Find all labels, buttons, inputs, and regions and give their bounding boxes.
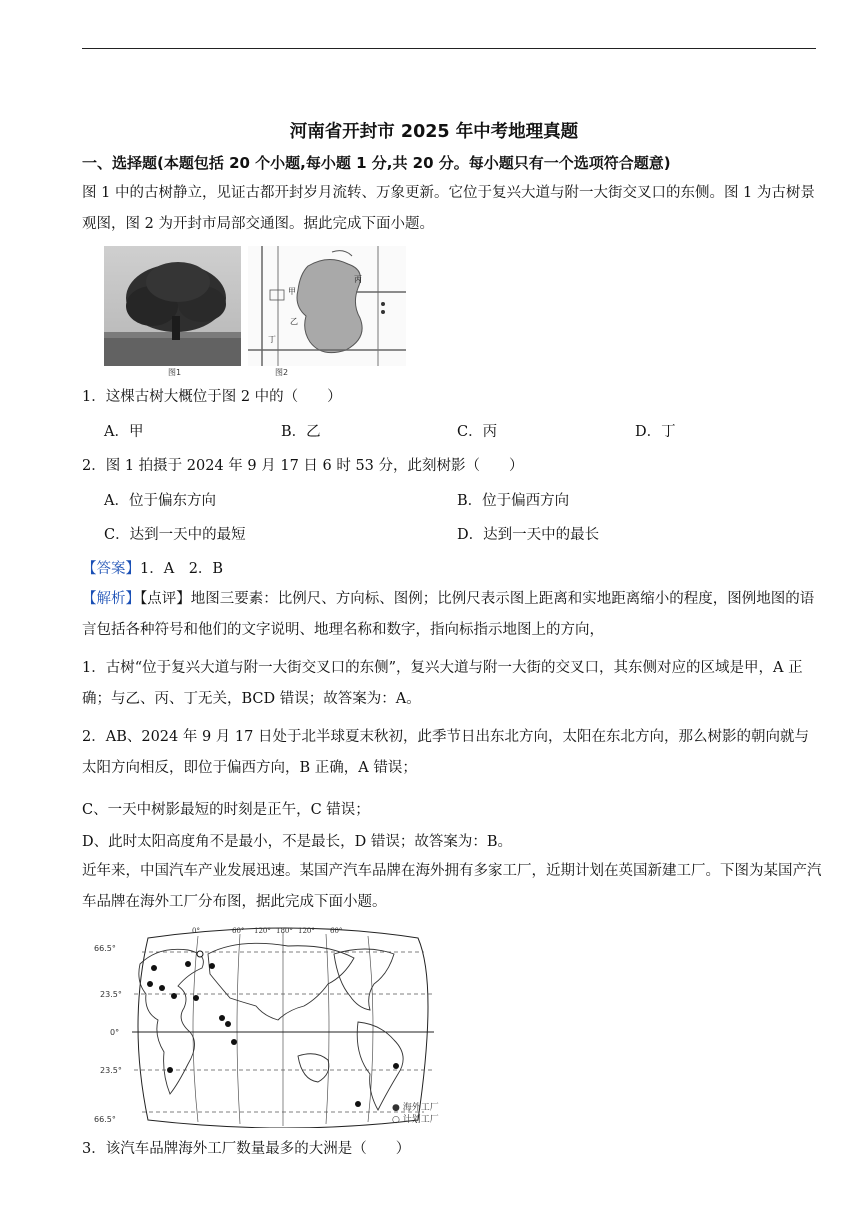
explanation-3: C、一天中树影最短的时刻是正午，C 错误； [82,802,370,818]
lat-label: 23.5° [100,1066,122,1075]
lon-label: 180° [276,927,293,935]
question-2-option-d[interactable]: D．达到一天中的最长 [457,527,600,543]
legend-existing-label: 海外工厂 [402,1103,439,1113]
question-2-option-b[interactable]: B．位于偏西方向 [457,493,570,509]
lat-label: 66.5° [94,944,116,953]
legend-existing-factory: ● 海外工厂 [392,1103,439,1113]
intro-paragraph-2: 近年来，中国汽车产业发展迅速。某国产汽车品牌在海外拥有多家工厂，近期计划在英国新建工厂。下图为某国产汽车品牌在海外工厂分布图，据此完成下面小题。 [82,863,822,910]
analysis-tag: 【解析】 [82,591,140,607]
question-2-option-c[interactable]: C．达到一天中的最短 [104,527,246,543]
place-label-bing: 丙 [354,275,362,284]
answer-line [82,557,223,578]
explanation-4: D、此时太阳高度角不是最小，不是最长，D 错误；故答案为：B。 [82,834,513,850]
lat-label: 66.5° [94,1115,116,1124]
place-label-yi: 乙 [290,317,298,326]
explanation-2: 2．AB、2024 年 9 月 17 日处于北半球夏末秋初，此季节日出东北方向，太阳在东北方向，那么树影的朝向就与太阳方向相反，即位于偏西方向，B 正确，A 错误； [82,729,809,776]
question-3-stem: 3．该汽车品牌海外工厂数量最多的大洲是（ ） [82,1141,411,1157]
figure-2-traffic-map [248,246,406,366]
question-2-option-a[interactable]: A．位于偏东方向 [104,493,216,509]
lon-label: 0° [192,927,200,935]
lon-label: 120° [298,927,315,935]
analysis-paragraph [82,584,822,646]
lat-label: 0° [110,1028,120,1037]
legend-planned-label: 计划工厂 [402,1115,439,1125]
explanation-1: 1．古树“位于复兴大道与附一大街交叉口的东侧”，复兴大道与附一大街的交叉口，其东侧对应的区域是甲，A 正确；与乙、丙、丁无关，BCD 错误；故答案为：A。 [82,660,803,707]
lon-label: 120° [254,927,271,935]
section-heading: 一、选择题(本题包括 20 个小题,每小题 1 分,共 20 分。每小题只有一个选项符合题意) [82,154,671,172]
header-rule [82,48,816,49]
world-factory-map [118,924,456,1128]
place-label-ding: 丁 [268,335,276,344]
answer-tag: 【答案】 [82,561,140,577]
question-1-option-d[interactable]: D．丁 [635,424,676,440]
lon-label: 60° [330,927,343,935]
legend-planned-factory: ○ 计划工厂 [392,1115,439,1125]
question-1-stem: 1．这棵古树大概位于图 2 中的（ ） [82,389,342,405]
figure-1-label: 图1 [168,368,182,377]
place-label-jia: 甲 [288,287,296,296]
question-1-option-c[interactable]: C．丙 [457,424,498,440]
answer-text: 1．A 2．B [140,561,224,577]
question-1-option-b[interactable]: B．乙 [281,424,321,440]
page-title: 河南省开封市 2025 年中考地理真题 [289,122,579,142]
lat-label: 23.5° [100,990,122,999]
figure-1-tree-photo [104,246,241,366]
analysis-text: 【点评】地图三要素：比例尺、方向标、图例；比例尺表示图上距离和实地距离缩小的程度，图例地图的语言包括各种符号和他们的文字说明、地理名称和数字，指向标指示地图上的方向， [82,591,815,638]
figure-2-label: 图2 [275,368,289,377]
question-2-stem: 2．图 1 拍摄于 2024 年 9 月 17 日 6 时 53 分，此刻树影（ ） [82,458,524,474]
question-1-option-a[interactable]: A．甲 [104,424,144,440]
lon-label: 60° [232,927,245,935]
intro-paragraph-1: 图 1 中的古树静立，见证古都开封岁月流转、万象更新。它位于复兴大道与附一大街交叉口的东侧。图 1 为古树景观图，图 2 为开封市局部交通图。据此完成下面小题。 [82,185,815,232]
